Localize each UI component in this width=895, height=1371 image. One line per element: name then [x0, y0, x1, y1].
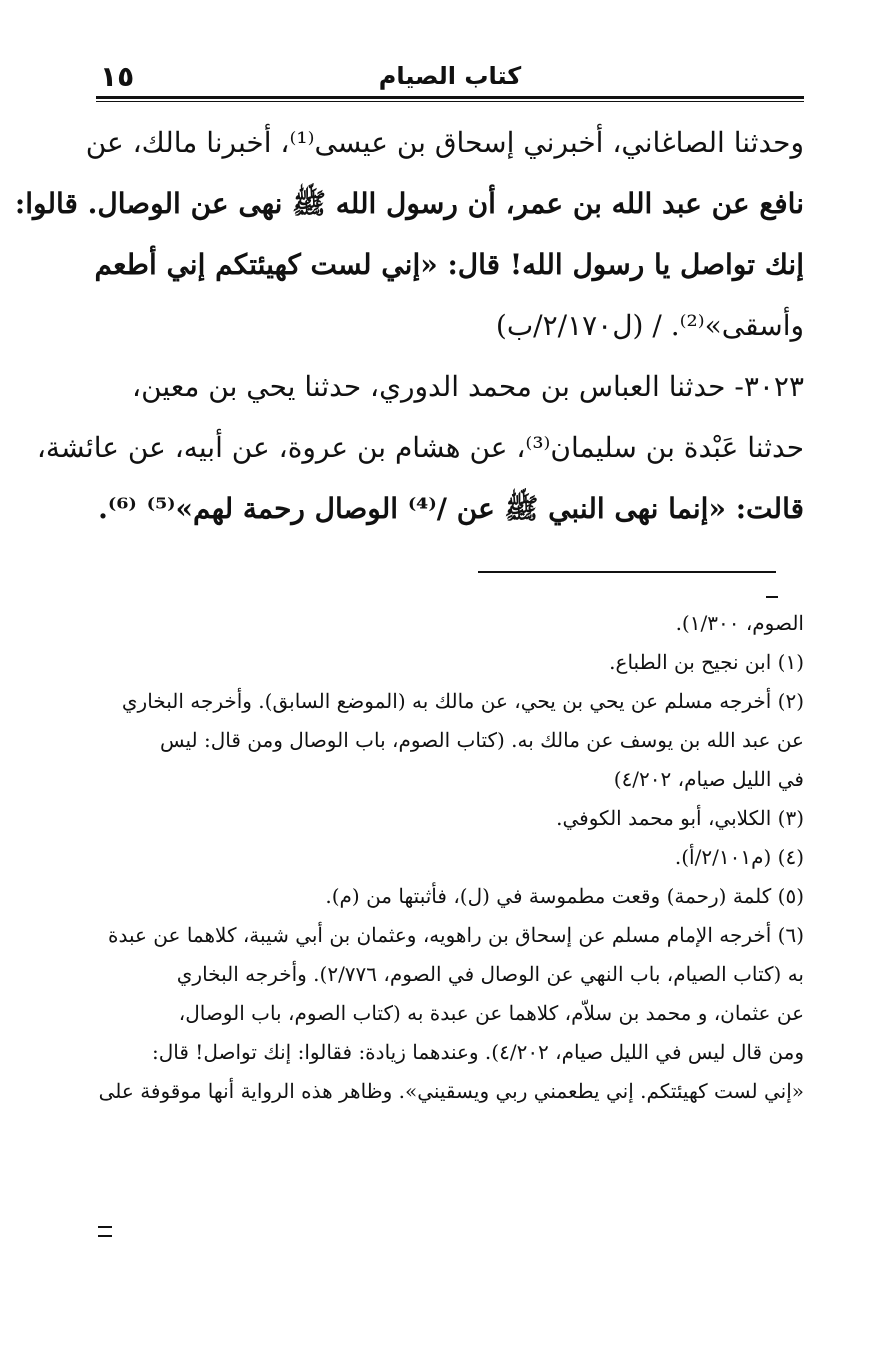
footnote-line: (٢) أخرجه مسلم عن يحي بن يحي، عن مالك به (الموضع السابق). وأخرجه البخاري	[121, 689, 804, 713]
footnote-line: في الليل صيام، ٤/٢٠٢)	[613, 767, 804, 791]
footnote-line: (١) ابن نجيح بن الطباع.	[609, 650, 804, 674]
hadith-number-line: ٣٠٢٣- حدثنا العباس بن محمد الدوري، حدثنا يحي بن معين،	[132, 370, 804, 403]
body-line: إنك تواصل يا رسول الله! قال: «إني لست كهيئتكم إني أطعم	[94, 248, 804, 281]
running-header-title: كتاب الصيام	[378, 62, 522, 90]
main-text	[14, 112, 804, 539]
footnote-line: الصوم، ١/٣٠٠).	[675, 611, 804, 635]
footnote-line: (٣) الكلابي، أبو محمد الكوفي.	[556, 806, 804, 830]
footnote-separator	[478, 571, 776, 573]
footnote-continues-mark	[98, 1226, 112, 1237]
body-line: وأسقى»⁽²⁾. / (ل٢/١٧٠/ب)	[495, 309, 804, 342]
footnote-line: عن عثمان، و محمد بن سلاّم، كلاهما عن عبدة به (كتاب الصوم، باب الوصال،	[178, 1001, 804, 1025]
body-line: حدثنا عَبْدة بن سليمان⁽³⁾، عن هشام بن عروة، عن أبيه، عن عائشة،	[36, 431, 804, 464]
header-rule-thin	[96, 101, 804, 102]
body-line: نافع عن عبد الله بن عمر، أن رسول الله ﷺ نهى عن الوصال. قالوا:	[14, 187, 804, 220]
footnote-line: به (كتاب الصيام، باب النهي عن الوصال في الصوم، ٢/٧٧٦). وأخرجه البخاري	[176, 962, 804, 986]
footnotes	[96, 604, 804, 1111]
footnote-continuation-mark	[766, 596, 778, 598]
body-line: قالت: «إنما نهى النبي ﷺ عن /⁽⁴⁾ الوصال رحمة لهم»⁽⁵⁾ ⁽⁶⁾.	[98, 492, 804, 525]
footnote-line: ومن قال ليس في الليل صيام، ٤/٢٠٢). وعندهما زيادة: فقالوا: إنك تواصل! قال:	[152, 1040, 804, 1064]
footnote-line: (٥) كلمة (رحمة) وقعت مطموسة في (ل)، فأثبتها من (م).	[325, 884, 804, 908]
page-number: ١٥	[100, 60, 135, 93]
header-rule-thick	[96, 96, 804, 99]
footnote-line: (٤) (م٢/١٠١/أ).	[674, 845, 804, 869]
footnote-line: عن عبد الله بن يوسف عن مالك به. (كتاب الصوم، باب الوصال ومن قال: ليس	[159, 728, 804, 752]
footnote-line: (٦) أخرجه الإمام مسلم عن إسحاق بن راهويه، وعثمان بن أبي شيبة، كلاهما عن عبدة	[108, 923, 804, 947]
footnote-line: «إني لست كهيئتكم. إني يطعمني ربي ويسقيني». وظاهر هذه الرواية أنها موقوفة على	[98, 1079, 804, 1103]
body-line: وحدثنا الصاغاني، أخبرني إسحاق بن عيسى⁽¹⁾، أخبرنا مالك، عن	[85, 126, 804, 159]
